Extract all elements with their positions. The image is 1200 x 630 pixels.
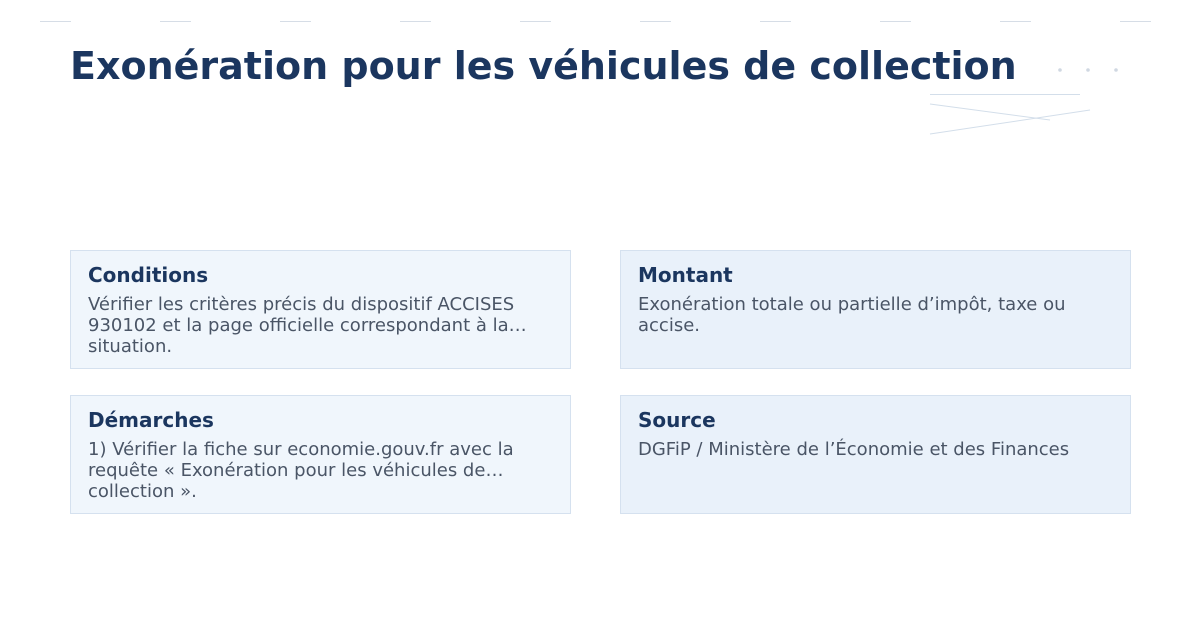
conditions-card	[70, 250, 571, 369]
montant-text: Exonération totale ou partielle d’impôt, taxe ou accise.	[638, 294, 1066, 336]
source-card	[620, 395, 1131, 514]
demarches-card	[70, 395, 571, 514]
demarches-heading: Démarches	[88, 408, 214, 432]
source-heading: Source	[638, 408, 716, 432]
demarches-text: 1) Vérifier la fiche sur economie.gouv.fr avec la requête « Exonération pour les véhicules de collection ».	[88, 439, 514, 502]
conditions-text: Vérifier les critères précis du dispositif ACCISES 930102 et la page officielle correspondant à la situation.	[88, 294, 515, 357]
page-title: Exonération pour les véhicules de collection	[70, 44, 1017, 88]
conditions-heading: Conditions	[88, 263, 209, 287]
source-text: DGFiP / Ministère de l’Économie et des Finances	[638, 439, 1070, 460]
montant-heading: Montant	[638, 263, 733, 287]
montant-card	[620, 250, 1131, 369]
